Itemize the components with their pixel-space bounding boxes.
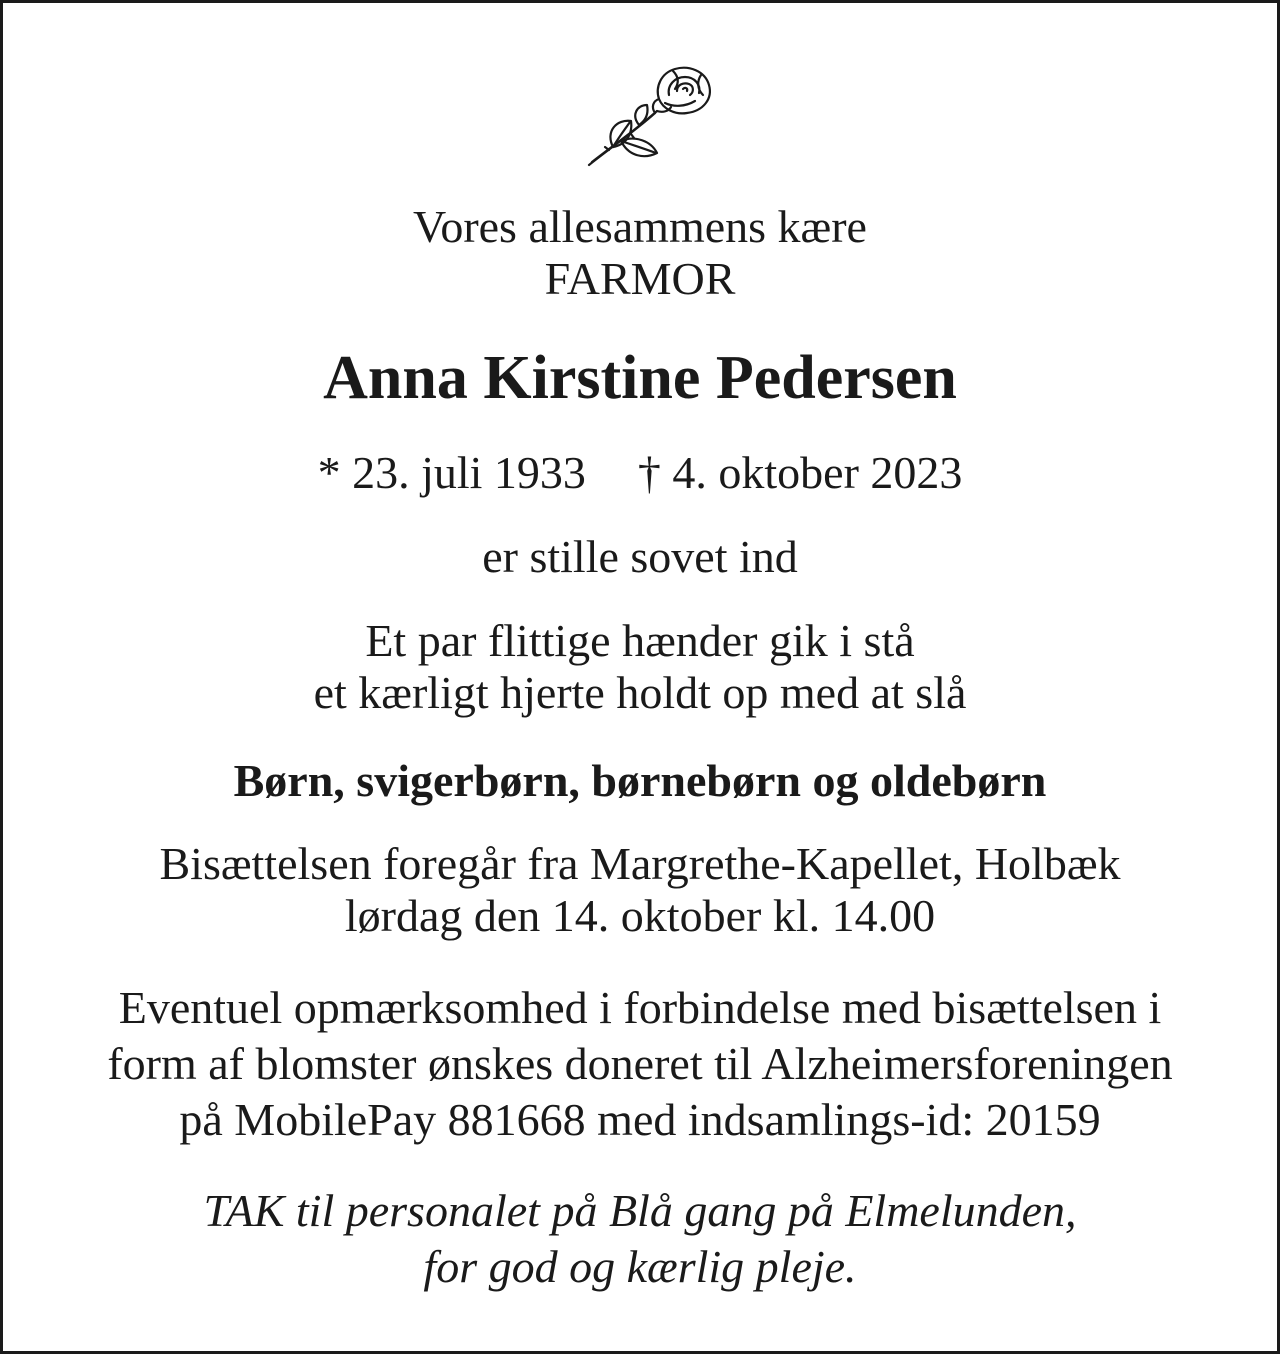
memorial-verse xyxy=(3,615,1277,719)
death-date: † 4. oktober 2023 xyxy=(637,447,963,498)
rose-icon xyxy=(573,61,718,176)
intro-text xyxy=(3,201,1277,305)
family-signature: Børn, svigerbørn, børnebørn og oldebørn xyxy=(233,755,1047,806)
service-location: Bisættelsen foregår fra Margrethe-Kapellet, Holbæk xyxy=(159,838,1121,889)
donation-request xyxy=(3,980,1277,1148)
intro-line: Vores allesammens kære xyxy=(413,201,867,252)
thanks-line: TAK til personalet på Blå gang på Elmelunden, xyxy=(203,1185,1077,1236)
service-time: lørdag den 14. oktober kl. 14.00 xyxy=(344,890,936,941)
relation-title: FARMOR xyxy=(544,253,736,304)
funeral-service-info xyxy=(3,838,1277,942)
donation-line: form af blomster ønskes doneret til Alzheimersforeningen xyxy=(107,1038,1173,1089)
thanks-line: for god og kærlig pleje. xyxy=(423,1241,857,1292)
life-dates xyxy=(3,447,1277,499)
deceased-name: Anna Kirstine Pedersen xyxy=(323,344,957,412)
thanks-note xyxy=(3,1183,1277,1295)
birth-date: * 23. juli 1933 xyxy=(317,447,586,498)
verse-line: Et par flittige hænder gik i stå xyxy=(365,615,915,666)
passing-text: er stille sovet ind xyxy=(482,531,798,582)
verse-line: et kærligt hjerte holdt op med at slå xyxy=(313,667,967,718)
donation-line: på MobilePay 881668 med indsamlings-id: 20159 xyxy=(179,1094,1101,1145)
donation-line: Eventuel opmærksomhed i forbindelse med bisættelsen i xyxy=(118,982,1162,1033)
